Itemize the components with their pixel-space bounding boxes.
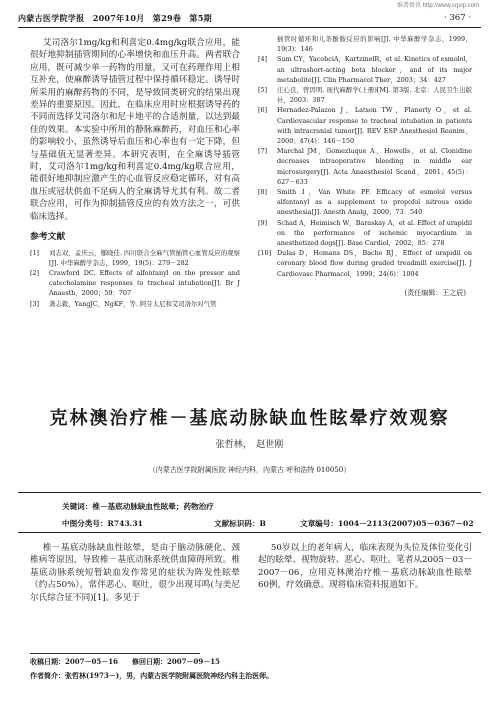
article-body-left: 椎－基底动脉缺血性眩晕，是由于脑动脉硬化、颈椎病等原因，导致椎－基底动脉系统供血障碍所致。椎基底动脉系统短暂缺血发作常见的症状为阵发性眩晕（约占50%），常伴恶心、呕吐，很少出现耳鸣(与美尼尔氏综合征不同)[1]。多见于 (30, 543, 240, 603)
references-heading: 参考文献 (30, 232, 66, 243)
reference-item: [4] Sum CY，YacobciA，KartzinelR，et al. Kinetics of esmolol，an ultrashort-acting beta blocker，and of its major metabolite[J]. Clin Pharmacol Ther，2003；34：427 (258, 55, 472, 84)
reference-item: [10] Dulas D，Homans DS，Bache RJ，Effect of urapidil on coronary blood flow during graded treadmill exercise[J]. J Cardiovasc Pharmacol，1999；24(6)：1004 (258, 249, 472, 278)
abstract-bottom-rule (18, 532, 481, 533)
footnote-author-bio: 作者简介：张哲林(1973－)，男，内蒙古医学院附属医院神经内科主治医师。 (30, 671, 274, 680)
page-number: · 367 · (444, 13, 472, 23)
article-keywords: 关键词：椎－基底动脉缺血性眩晕；药物治疗 (62, 502, 214, 511)
reference-list-left (30, 248, 240, 309)
footnote-rule (30, 653, 200, 654)
reference-item: 插管时循环和儿茶酚胺反应的影响[J]. 中华麻醉学杂志，1999，19(3)：146 (277, 35, 472, 54)
watermark: 维普资讯 http://www.cqvip.com (397, 3, 480, 9)
reference-list-right (258, 34, 472, 279)
reference-item: [1] 刘志双，孟庆云，鄢晓佳. 四川联合全麻气管插管心血管反应的观察[J]. 中华麻醉学杂志，1999，19(5)：279－282 (30, 248, 240, 267)
reference-item: [2] Crawford DC. Effects of alfentanyl on the pressor and catecholamine responses to tracheal intubation[J]. Br J Anaesth，2000；59：707 (30, 268, 240, 298)
left-column (30, 37, 240, 309)
classification-number: 中图分类号：R743.31 (62, 519, 143, 528)
article-body-right: 50岁以上的老年病人，临床表现为头位及体位变化引起的眩晕、视物旋转、恶心、呕吐。笔者从2005－03－2007－06，应用克林澳治疗椎－基底动脉缺血性眩晕60例，疗效确意。现将临床资料报道如下。 (258, 543, 472, 591)
header-rule (18, 27, 481, 28)
running-header: 内蒙古医学院学报 2007年10月 第29卷 第5期 (18, 13, 212, 23)
reference-item: [3] 龚志毅，YangJC，NgKF，等. 阿芬太尼和艾司洛尔对气管 (30, 299, 217, 308)
reference-item: [9] Schad A，Heimisch W，Baraskay A，et al. Effect of urapidil on the performance of ischemic myocardium in anesthetized dogs[J]. Base Cardiol，2002；85：278 (258, 218, 472, 248)
footnote-dates: 收稿日期：2007－05－16 修回日期：2007－09－15 (30, 657, 220, 666)
article-title: 克林澳治疗椎－基底动脉缺血性眩晕疗效观察 (49, 408, 450, 429)
document-code: 文献标识码：B (214, 519, 266, 528)
responsible-editor: (责任编辑：王之辰) (404, 288, 466, 297)
reference-item: [7] Marchal JM，Gomezluque A，Howells，et al. Clonidine decreases intraoperative bleeding in middle ear microsurgery[J]. Acta Anaesthesiol Scand，2001；45(5)：627－633 (258, 147, 472, 186)
article-affiliation: （内蒙古医学院附属医院 神经内科，内蒙古 呼和浩特 010050） (148, 466, 351, 474)
abstract-top-rule (18, 492, 481, 493)
reference-item: [6] Hernadez-Palazon J，Latson TW，Flanerly O，et al. Cardiovascular response to tracheal intubation in patients with intracranial tumor[J]. REV ESP Anesthesiol Reanim，2000；47(4)：146－150 (258, 106, 472, 146)
reference-item: [8] Smith I，Van White PF. Efficacy of esmolol versus alfentanyl as a supplement to propofol nitrous oxide anesthesia[J]. Anesth Analg，2000；73：540 (258, 188, 472, 217)
right-column (258, 34, 472, 299)
conclusion-paragraph: 艾司洛尔1mg/kg和利喜定0.4mg/kg联合应用，能很好地抑制插管期间的心率增快和血压升高。两者联合应用，既可减少单一药物的用量，又可在药理作用上相互补充，使麻醉诱导插管过程中保持循环稳定。诱导时所采用的麻醉药物的不同，是导致同类研究的结果出现差异的重要原因。因此，在临床应用时应根据诱导药的不同而选择艾司洛尔和尼卡地平的合适剂量，以达到最佳的效果。本实验中所用的静脉麻醉药，对血压和心率的影响较小，虽然诱导后血压和心率也有一定下降，但与基础值无显著差异。本研究表明，在全麻诱导插管时，艾司洛尔1mg/kg和利喜定0.4mg/kg联合应用，能很好地抑制应激产生的心血管反应稳定循环，对有高血压或冠状供血不足病人的全麻诱导尤其有利。故二者联合应用，可作为抑制插管反应的有效方法之一，可供临床选择。 (30, 38, 240, 222)
reference-item: [5] 庄心良，曾因明. 现代麻醉学(上册)[M]. 第3版. 北京：人民卫生出版社，2003：387 (258, 86, 472, 105)
article-number: 文章编号：1004－2113(2007)05－0367－02 (300, 519, 474, 528)
article-authors: 张哲林， 赵世刚 (215, 440, 284, 450)
